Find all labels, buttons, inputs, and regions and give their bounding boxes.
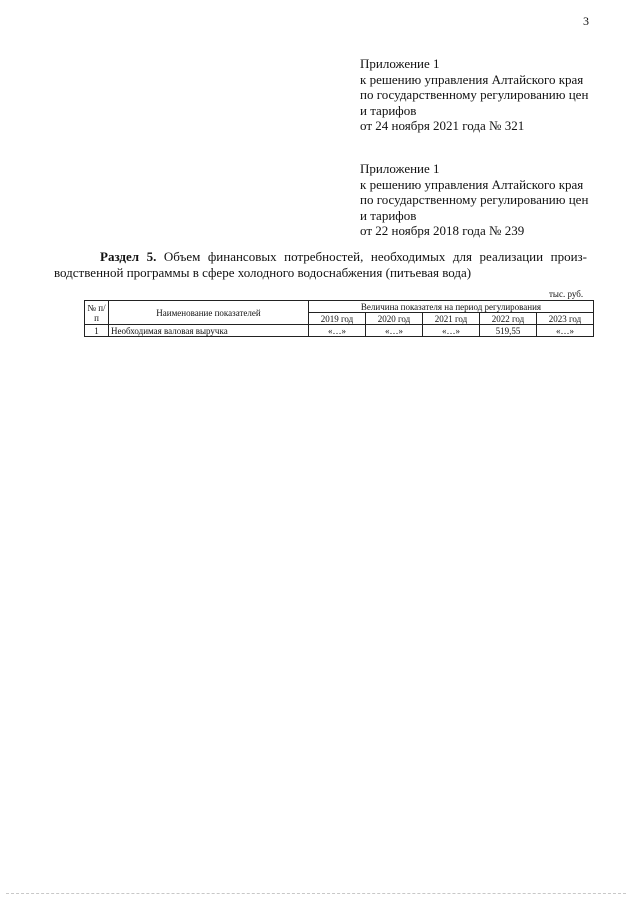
row-num: 1: [85, 325, 109, 337]
appendix-current-block: [360, 56, 630, 134]
header-name: Наименование показателей: [109, 301, 309, 325]
appendix-line: по государственному регулированию цен: [360, 192, 589, 207]
row-value: 519,55: [480, 325, 537, 337]
appendix-line: от 22 ноября 2018 года № 239: [360, 223, 525, 238]
row-name: Необходимая валовая выручка: [109, 325, 309, 337]
row-value: «…»: [366, 325, 423, 337]
appendix-line: и тарифов: [360, 207, 417, 223]
appendix-line: от 24 ноября 2021 года № 321: [360, 118, 525, 133]
table-row: [85, 325, 594, 337]
financial-needs-table: [84, 300, 594, 337]
section-title-part-1: Объем финансовых потребностей, необходимых для реализации произ-: [163, 249, 588, 264]
units-label: тыс. руб.: [549, 289, 584, 299]
header-year: 2023 год: [537, 313, 594, 325]
appendix-line: и тарифов: [360, 102, 417, 118]
header-year: 2021 год: [423, 313, 480, 325]
scan-edge-line: [6, 893, 626, 894]
header-year: 2022 год: [480, 313, 537, 325]
appendix-line: по государственному регулированию цен: [360, 87, 589, 102]
appendix-line: Приложение 1: [360, 161, 440, 176]
appendix-original-block: [360, 161, 630, 239]
appendix-line: к решению управления Алтайского края: [360, 176, 584, 192]
section-heading: [54, 249, 587, 281]
section-heading-line-2: водственной программы в сфере холодного водоснабжения (питьевая вода): [54, 265, 472, 280]
row-value: «…»: [309, 325, 366, 337]
appendix-line: к решению управления Алтайского края: [360, 71, 584, 87]
header-period: Величина показателя на период регулирования: [309, 301, 594, 313]
appendix-line: Приложение 1: [360, 56, 440, 71]
section-label: Раздел 5.: [100, 249, 157, 264]
header-num: № п/п: [85, 301, 109, 325]
page-number: 3: [583, 14, 589, 28]
header-year: 2019 год: [309, 313, 366, 325]
table-header-row: [85, 301, 594, 313]
section-heading-line-1: [54, 249, 587, 265]
row-value: «…»: [537, 325, 594, 337]
row-value: «…»: [423, 325, 480, 337]
header-year: 2020 год: [366, 313, 423, 325]
